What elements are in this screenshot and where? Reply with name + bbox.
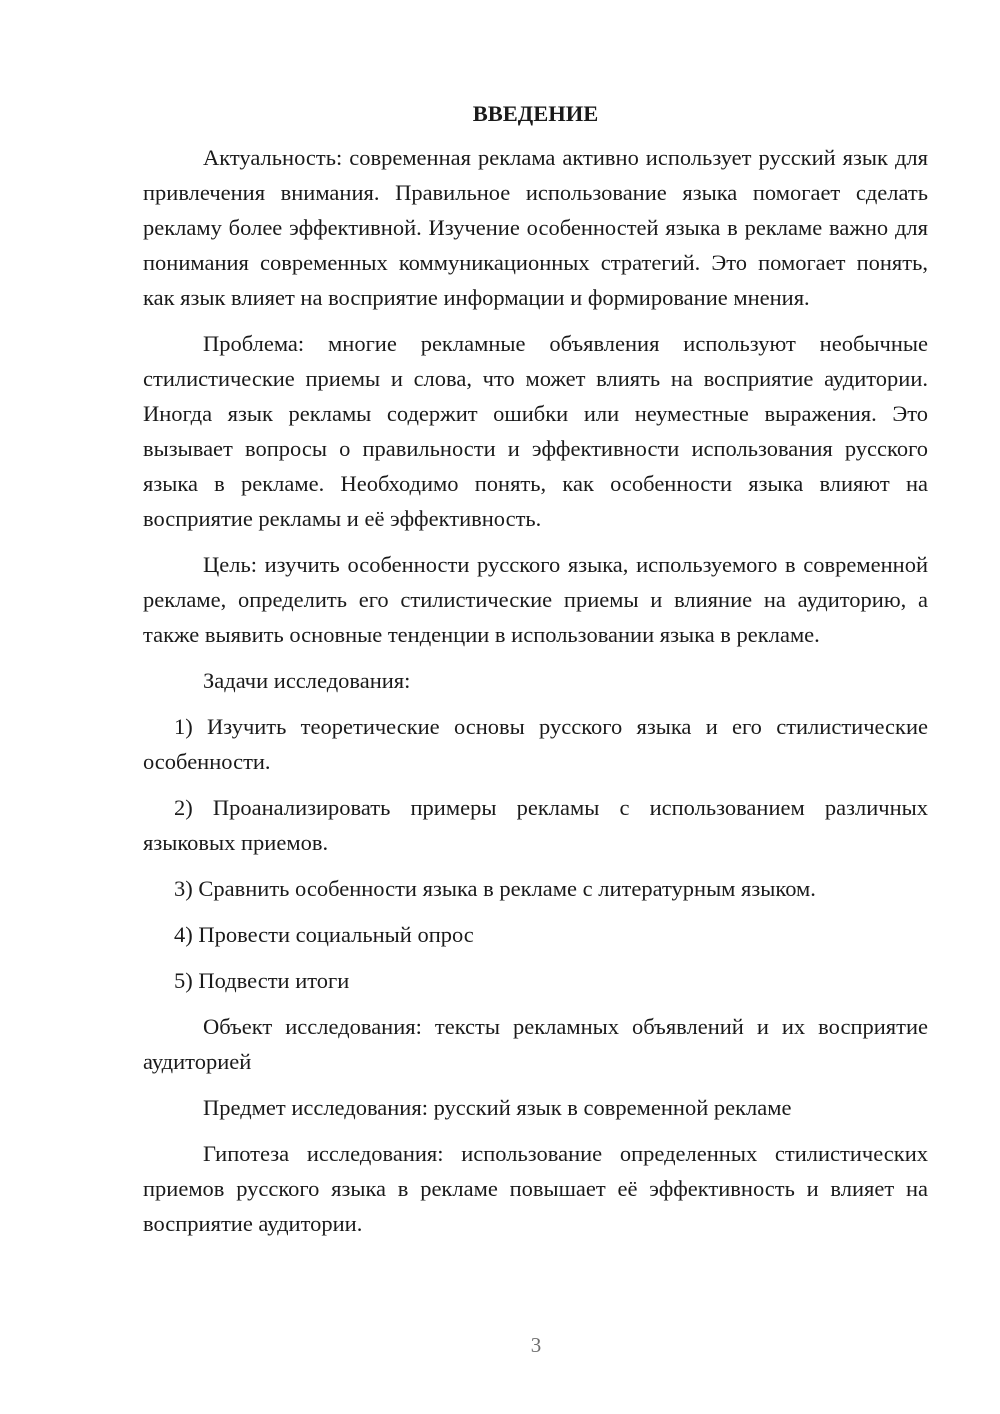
object-paragraph: Объект исследования: тексты рекламных объявлений и их восприятие аудиторией (143, 1014, 928, 1074)
page-number: 3 (530, 1333, 542, 1357)
tasks-heading: Задачи исследования: (203, 668, 411, 693)
task-item-4: 4) Провести социальный опрос (174, 922, 474, 947)
subject-paragraph: Предмет исследования: русский язык в современной рекламе (203, 1095, 792, 1120)
task-item-2: 2) Проанализировать примеры рекламы с использованием различных языковых приемов. (143, 795, 928, 855)
section-title: ВВЕДЕНИЕ (472, 101, 599, 126)
task-item-1: 1) Изучить теоретические основы русского языка и его стилистические особенности. (143, 714, 928, 774)
problem-paragraph: Проблема: многие рекламные объявления используют необычные стилистические приемы и слова, что может влиять на восприятие аудитории. Иногда язык рекламы содержит ошибки или неуместные выражения. Это вызывает вопросы о правильности и эффективности использования русского языка в рекламе. Необходимо понять, как особенности языка влияют на восприятие рекламы и её эффективность. (143, 331, 928, 531)
goal-paragraph: Цель: изучить особенности русского языка, используемого в современной рекламе, определить его стилистические приемы и влияние на аудиторию, а также выявить основные тенденции в использовании языка в рекламе. (143, 552, 928, 647)
page-content (143, 96, 928, 1252)
relevance-paragraph: Актуальность: современная реклама активно использует русский язык для привлечения внимания. Правильное использование языка помогает сделать рекламу более эффективной. Изучение особенностей языка в рекламе важно для понимания современных коммуникационных стратегий. Это помогает понять, как язык влияет на восприятие информации и формирование мнения. (143, 145, 928, 310)
task-item-5: 5) Подвести итоги (174, 968, 350, 993)
task-item-3: 3) Сравнить особенности языка в рекламе с литературным языком. (174, 876, 816, 901)
hypothesis-paragraph: Гипотеза исследования: использование определенных стилистических приемов русского языка в рекламе повышает её эффективность и влияет на восприятие аудитории. (143, 1141, 928, 1236)
